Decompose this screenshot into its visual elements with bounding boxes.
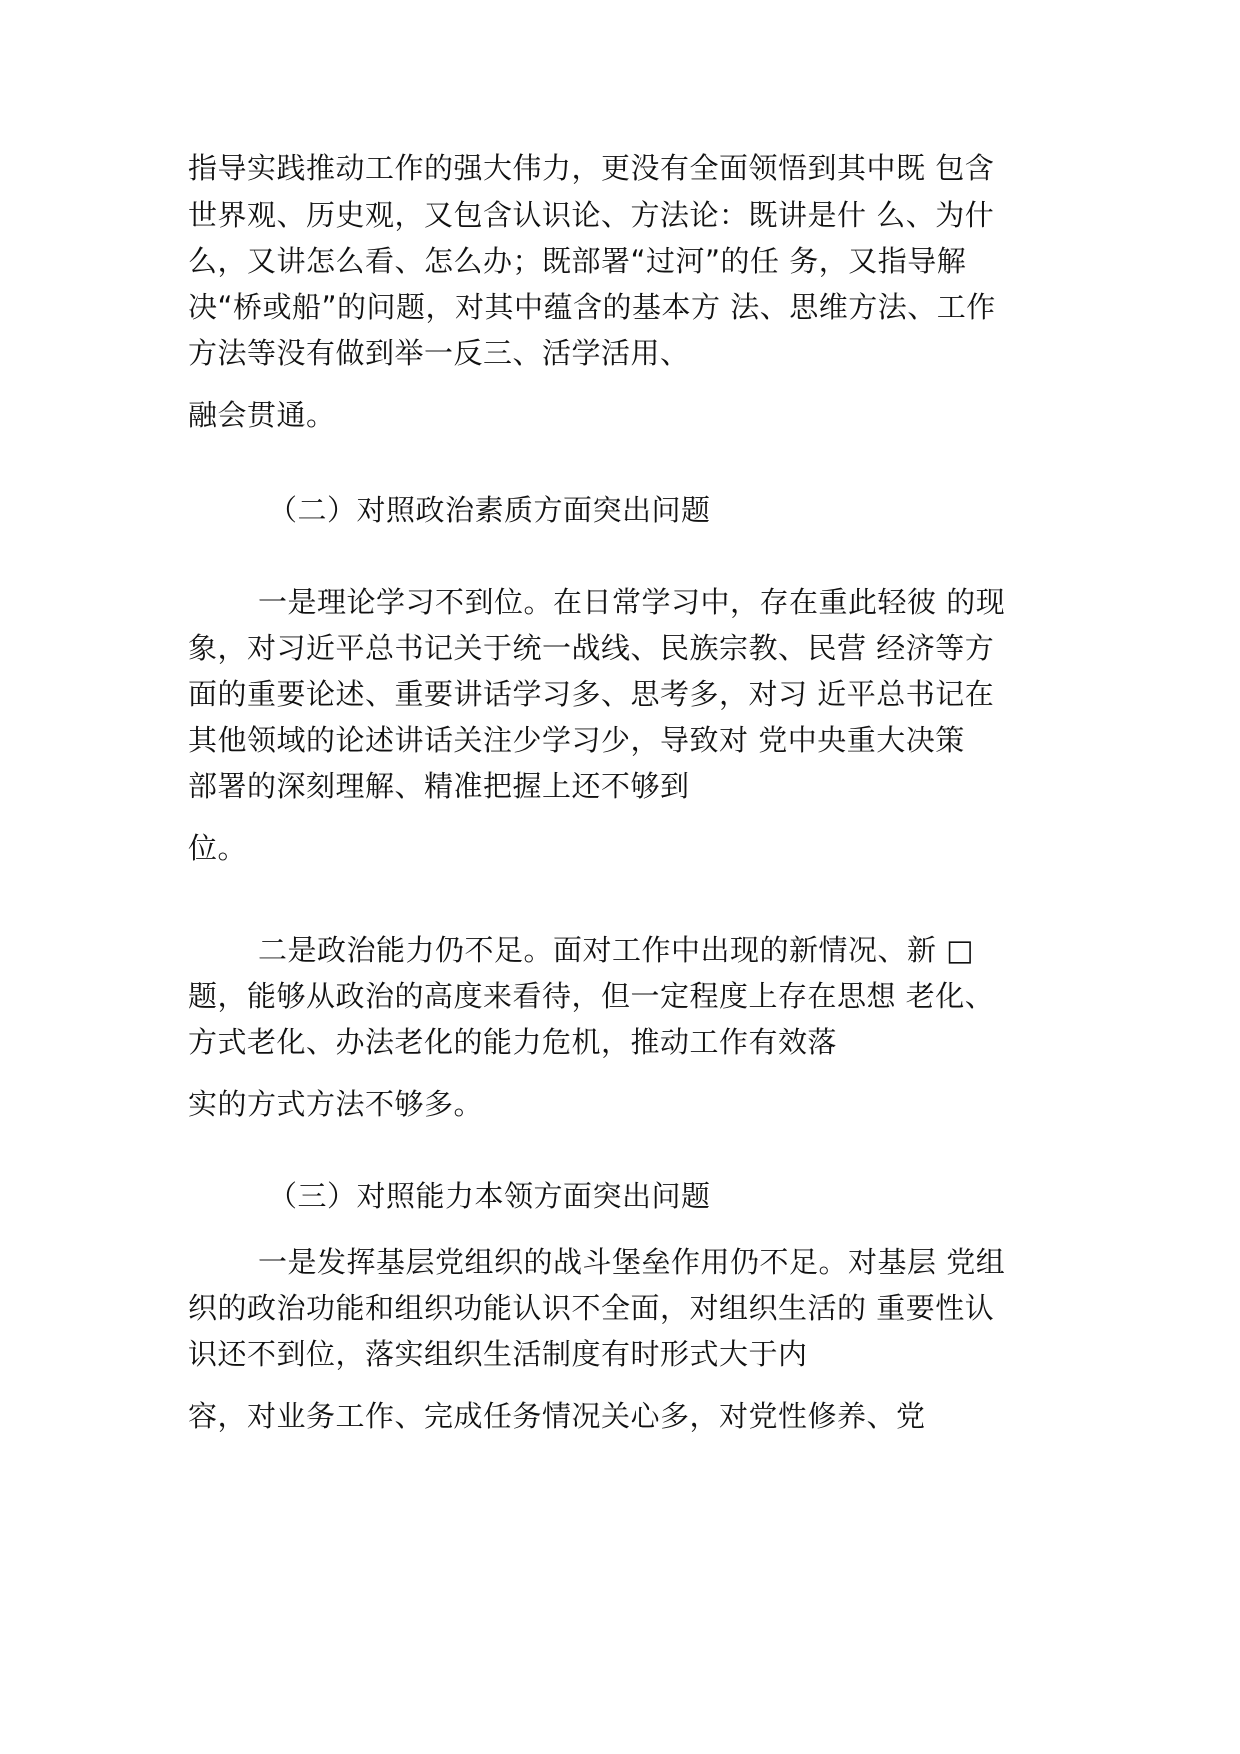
paragraph-line: 一是理论学习不到位。在日常学习中，存在重此轻彼 的现 bbox=[258, 585, 1006, 619]
paragraph-line: 位。 bbox=[188, 831, 248, 865]
paragraph-line: 世界观、历史观，又包含认识论、方法论：既讲是什 么、为什 bbox=[188, 198, 995, 232]
paragraph-line: 二是政治能力仍不足。面对工作中出现的新情况、新 □ bbox=[258, 933, 975, 967]
paragraph-line: 指导实践推动工作的强大伟力，更没有全面领悟到其中既 包含 bbox=[188, 151, 995, 185]
paragraph-line: 方式老化、办法老化的能力危机，推动工作有效落 bbox=[188, 1025, 838, 1059]
section-heading: （二）对照政治素质方面突出问题 bbox=[268, 493, 711, 527]
paragraph-line: 容，对业务工作、完成任务情况关心多，对党性修养、党 bbox=[188, 1399, 926, 1433]
paragraph-line: 方法等没有做到举一反三、活学活用、 bbox=[188, 336, 690, 370]
paragraph-line: 一是发挥基层党组织的战斗堡垒作用仍不足。对基层 党组 bbox=[258, 1245, 1006, 1279]
paragraph-line: 融会贯通。 bbox=[188, 398, 336, 432]
paragraph-line: 么，又讲怎么看、怎么办；既部署“过河”的任 务，又指导解 bbox=[188, 244, 967, 278]
paragraph-line: 识还不到位，落实组织生活制度有时形式大于内 bbox=[188, 1337, 808, 1371]
paragraph-line: 决“桥或船”的问题，对其中蕴含的基本方 法、思维方法、工作 bbox=[188, 290, 996, 324]
paragraph-line: 织的政治功能和组织功能认识不全面，对组织生活的 重要性认 bbox=[188, 1291, 995, 1325]
paragraph-line: 其他领域的论述讲话关注少学习少，导致对 党中央重大决策 bbox=[188, 723, 965, 757]
paragraph-line: 象，对习近平总书记关于统一战线、民族宗教、民营 经济等方 bbox=[188, 631, 995, 665]
paragraph-line: 面的重要论述、重要讲话学习多、思考多，对习 近平总书记在 bbox=[188, 677, 995, 711]
paragraph-line: 部署的深刻理解、精准把握上还不够到 bbox=[188, 769, 690, 803]
section-heading: （三）对照能力本领方面突出问题 bbox=[268, 1179, 711, 1213]
paragraph-line: 题，能够从政治的高度来看待，但一定程度上存在思想 老化、 bbox=[188, 979, 995, 1013]
paragraph-line: 实的方式方法不够多。 bbox=[188, 1087, 484, 1121]
